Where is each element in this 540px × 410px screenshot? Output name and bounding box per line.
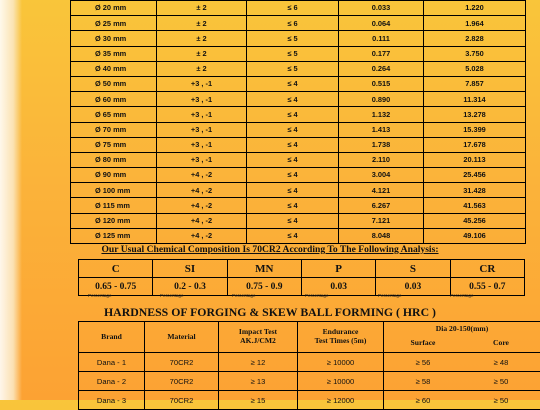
page-edge [0, 0, 22, 400]
endurance-label: Endurance [298, 328, 383, 337]
diameter-cell: Ø 75 mm [71, 137, 157, 152]
size-row [71, 213, 526, 228]
ovality-cell: ≤ 5 [247, 61, 339, 76]
ovality-cell: ≤ 6 [247, 1, 339, 16]
ovality-cell: ≤ 6 [247, 16, 339, 31]
area-cell: 7.857 [424, 76, 526, 91]
percentage-caption-row [88, 293, 535, 301]
size-row [71, 92, 526, 107]
weight-cell: 4.121 [339, 183, 424, 198]
area-cell: 5.028 [424, 61, 526, 76]
ovality-cell: ≤ 4 [247, 213, 339, 228]
endurance-cell: ≥ 10000 [298, 372, 384, 391]
weight-cell: 0.264 [339, 61, 424, 76]
area-cell: 17.678 [424, 137, 526, 152]
tolerance-cell: +4 , -2 [157, 183, 247, 198]
ovality-cell: ≤ 4 [247, 92, 339, 107]
diameter-cell: Ø 90 mm [71, 168, 157, 183]
hardness-row [79, 372, 540, 391]
hardness-row [79, 353, 540, 372]
diameter-cell: Ø 70 mm [71, 122, 157, 137]
area-cell: 25.456 [424, 168, 526, 183]
surface-cell: ≥ 60 [384, 396, 462, 405]
size-spec-table [70, 0, 526, 244]
material-cell: 70CR2 [145, 353, 219, 372]
weight-cell: 6.267 [339, 198, 424, 213]
tolerance-cell: ± 2 [157, 46, 247, 61]
weight-cell: 0.515 [339, 76, 424, 91]
area-cell: 1.220 [424, 1, 526, 16]
surface-cell: ≥ 56 [384, 358, 462, 367]
tolerance-cell: +3 , -1 [157, 122, 247, 137]
tolerance-cell: +3 , -1 [157, 76, 247, 91]
size-row [71, 107, 526, 122]
endurance-cell: ≥ 10000 [298, 353, 384, 372]
diameter-cell: Ø 50 mm [71, 76, 157, 91]
diameter-cell: Ø 115 mm [71, 198, 157, 213]
weight-cell: 0.064 [339, 16, 424, 31]
tolerance-cell: +3 , -1 [157, 92, 247, 107]
dia-values-cell [384, 372, 540, 391]
size-row [71, 168, 526, 183]
impact-cell: ≥ 12 [219, 353, 298, 372]
diameter-cell: Ø 120 mm [71, 213, 157, 228]
area-cell: 1.964 [424, 16, 526, 31]
impact-cell: ≥ 15 [219, 391, 298, 410]
diameter-cell: Ø 40 mm [71, 61, 157, 76]
dia-header [384, 322, 540, 353]
element-value: 0.2 - 0.3 [153, 278, 227, 296]
ovality-cell: ≤ 4 [247, 76, 339, 91]
impact-cell: ≥ 13 [219, 372, 298, 391]
brand-cell: Dana - 1 [79, 353, 145, 372]
surface-header: Surface [384, 339, 462, 348]
ovality-cell: ≤ 4 [247, 107, 339, 122]
size-row [71, 31, 526, 46]
endurance-unit: Test Times (5m) [298, 337, 383, 346]
area-cell: 31.428 [424, 183, 526, 198]
chemical-composition-table [78, 259, 525, 296]
dia-values-cell [384, 391, 540, 410]
percentage-caption: Percentage [160, 293, 184, 298]
tolerance-cell: +3 , -1 [157, 107, 247, 122]
diameter-cell: Ø 80 mm [71, 152, 157, 167]
ovality-cell: ≤ 4 [247, 168, 339, 183]
percentage-caption: Percentage [305, 293, 329, 298]
brand-cell: Dana - 3 [79, 391, 145, 410]
ovality-cell: ≤ 4 [247, 137, 339, 152]
percentage-caption: Percentage [88, 293, 112, 298]
hardness-header-row [79, 322, 540, 353]
weight-cell: 0.033 [339, 1, 424, 16]
area-cell: 11.314 [424, 92, 526, 107]
weight-cell: 0.177 [339, 46, 424, 61]
ovality-cell: ≤ 4 [247, 198, 339, 213]
percentage-caption: Percentage [378, 293, 402, 298]
tolerance-cell: ± 2 [157, 1, 247, 16]
weight-cell: 7.121 [339, 213, 424, 228]
diameter-cell: Ø 35 mm [71, 46, 157, 61]
diameter-cell: Ø 20 mm [71, 1, 157, 16]
endurance-cell: ≥ 12000 [298, 391, 384, 410]
ovality-cell: ≤ 4 [247, 122, 339, 137]
ovality-cell: ≤ 4 [247, 152, 339, 167]
brand-header: Brand [79, 322, 145, 353]
element-symbol: S [376, 260, 450, 278]
element-value: 0.65 - 0.75 [79, 278, 153, 296]
core-cell: ≥ 50 [462, 396, 540, 405]
size-row [71, 137, 526, 152]
size-row [71, 61, 526, 76]
core-header: Core [462, 339, 540, 348]
element-value: 0.55 - 0.7 [450, 278, 524, 296]
material-cell: 70CR2 [145, 372, 219, 391]
weight-cell: 3.004 [339, 168, 424, 183]
size-spec-table-body [71, 1, 526, 244]
dia-range-label: Dia 20-150(mm) [384, 325, 540, 334]
element-symbol: P [301, 260, 375, 278]
endurance-header [298, 322, 384, 353]
chemical-composition-title: Our Usual Chemical Composition Is 70CR2 According To The Following Analysis: [0, 244, 540, 255]
area-cell: 45.256 [424, 213, 526, 228]
tolerance-cell: +4 , -2 [157, 213, 247, 228]
element-symbol-row [79, 260, 525, 278]
diameter-cell: Ø 125 mm [71, 228, 157, 243]
tolerance-cell: ± 2 [157, 61, 247, 76]
weight-cell: 0.890 [339, 92, 424, 107]
diameter-cell: Ø 60 mm [71, 92, 157, 107]
weight-cell: 2.110 [339, 152, 424, 167]
material-header: Material [145, 322, 219, 353]
size-row [71, 183, 526, 198]
hardness-table [78, 321, 540, 410]
element-symbol: CR [450, 260, 524, 278]
tolerance-cell: +3 , -1 [157, 152, 247, 167]
ovality-cell: ≤ 4 [247, 228, 339, 243]
size-row [71, 16, 526, 31]
tolerance-cell: +4 , -2 [157, 228, 247, 243]
diameter-cell: Ø 25 mm [71, 16, 157, 31]
brand-cell: Dana - 2 [79, 372, 145, 391]
size-row [71, 198, 526, 213]
tolerance-cell: +3 , -1 [157, 137, 247, 152]
element-value: 0.03 [376, 278, 450, 296]
tolerance-cell: ± 2 [157, 31, 247, 46]
size-row [71, 122, 526, 137]
surface-cell: ≥ 58 [384, 377, 462, 386]
element-symbol: MN [227, 260, 301, 278]
size-row [71, 76, 526, 91]
ovality-cell: ≤ 5 [247, 31, 339, 46]
area-cell: 49.106 [424, 228, 526, 243]
tolerance-cell: +4 , -2 [157, 168, 247, 183]
size-row [71, 152, 526, 167]
core-cell: ≥ 48 [462, 358, 540, 367]
diameter-cell: Ø 100 mm [71, 183, 157, 198]
size-row [71, 228, 526, 243]
size-row [71, 46, 526, 61]
diameter-cell: Ø 30 mm [71, 31, 157, 46]
dia-values-cell [384, 353, 540, 372]
hardness-table-body [79, 322, 540, 410]
area-cell: 20.113 [424, 152, 526, 167]
element-symbol: C [79, 260, 153, 278]
core-cell: ≥ 50 [462, 377, 540, 386]
percentage-caption: Percentage [450, 293, 474, 298]
weight-cell: 1.738 [339, 137, 424, 152]
hardness-title: HARDNESS OF FORGING & SKEW BALL FORMING ( HRC ) [0, 305, 540, 320]
size-row [71, 1, 526, 16]
area-cell: 3.750 [424, 46, 526, 61]
impact-test-header [219, 322, 298, 353]
area-cell: 41.563 [424, 198, 526, 213]
element-symbol: SI [153, 260, 227, 278]
ovality-cell: ≤ 5 [247, 46, 339, 61]
material-cell: 70CR2 [145, 391, 219, 410]
percentage-caption: Percentage [232, 293, 256, 298]
element-value: 0.03 [301, 278, 375, 296]
ovality-cell: ≤ 4 [247, 183, 339, 198]
tolerance-cell: ± 2 [157, 16, 247, 31]
weight-cell: 0.111 [339, 31, 424, 46]
tolerance-cell: +4 , -2 [157, 198, 247, 213]
area-cell: 15.399 [424, 122, 526, 137]
impact-test-label: Impact Test [219, 328, 297, 337]
hardness-row [79, 391, 540, 410]
weight-cell: 1.132 [339, 107, 424, 122]
element-value: 0.75 - 0.9 [227, 278, 301, 296]
impact-test-unit: AK.J/CM2 [219, 337, 297, 346]
weight-cell: 8.048 [339, 228, 424, 243]
area-cell: 13.278 [424, 107, 526, 122]
area-cell: 2.828 [424, 31, 526, 46]
weight-cell: 1.413 [339, 122, 424, 137]
diameter-cell: Ø 65 mm [71, 107, 157, 122]
